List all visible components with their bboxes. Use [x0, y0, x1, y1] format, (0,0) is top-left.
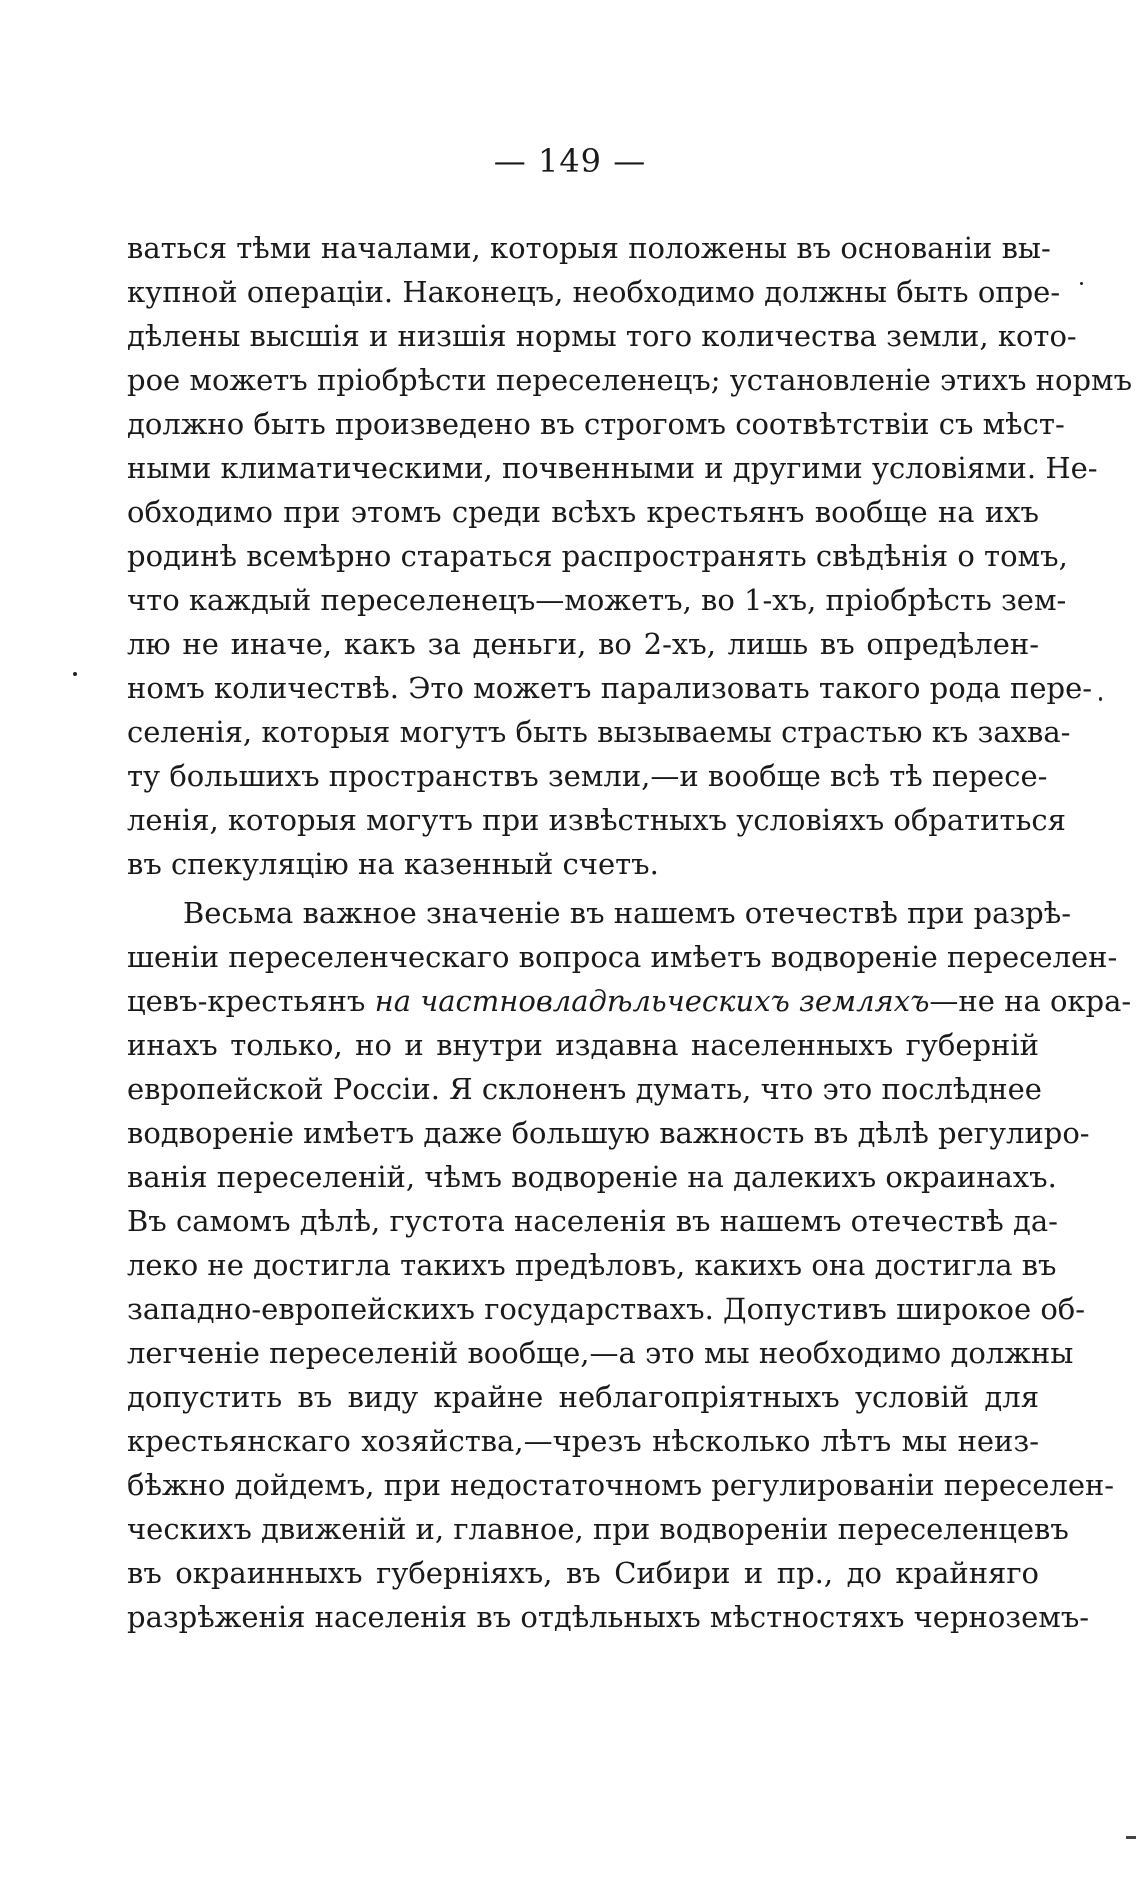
scan-edge-mark	[1126, 1836, 1136, 1839]
text-line: водвореніе имѣетъ даже большую важность въ дѣлѣ регулиро-	[127, 1116, 1090, 1150]
scan-speck	[1099, 697, 1102, 701]
text-span: —не на окра-	[929, 984, 1132, 1018]
text-line: въ окраинныхъ губерніяхъ, въ Сибири и пр., до крайняго	[127, 1556, 1039, 1590]
text-line: что каждый переселенецъ—можетъ, во 1-хъ, пріобрѣсть зем-	[127, 583, 1067, 617]
text-line: бѣжно дойдемъ, при недостаточномъ регулированіи переселен-	[127, 1468, 1115, 1502]
text-line: ленія, которыя могутъ при извѣстныхъ условіяхъ обратиться	[127, 803, 1066, 837]
scan-speck	[1080, 282, 1083, 285]
text-line: легченіе переселеній вообще,—а это мы необходимо должны	[127, 1336, 1074, 1370]
text-line: допустить въ виду крайне неблагопріятныхъ условій для	[127, 1380, 1039, 1414]
scan-speck	[73, 672, 77, 676]
text-line: леко не достигла такихъ предѣловъ, какихъ она достигла въ	[127, 1248, 1057, 1282]
text-line: крестьянскаго хозяйства,—чрезъ нѣсколько лѣтъ мы неиз-	[127, 1424, 1039, 1458]
text-line: Въ самомъ дѣлѣ, густота населенія въ нашемъ отечествѣ да-	[127, 1204, 1058, 1238]
text-line: шеніи переселенческаго вопроса имѣетъ водвореніе переселен-	[127, 940, 1118, 974]
text-line: ваться тѣми началами, которыя положены въ основаніи вы-	[127, 231, 1051, 265]
text-line: номъ количествѣ. Это можетъ парализовать такого рода пере-	[127, 671, 1093, 705]
text-line: ванія переселеній, чѣмъ водвореніе на далекихъ окраинахъ.	[127, 1160, 1057, 1194]
text-line: ту большихъ пространствъ земли,—и вообще всѣ тѣ пересе-	[127, 759, 1048, 793]
text-line: родинѣ всемѣрно стараться распространять свѣдѣнія о томъ,	[127, 539, 1068, 573]
text-line: рое можетъ пріобрѣсти переселенецъ; установленіе этихъ нормъ	[127, 363, 1133, 397]
text-line: обходимо при этомъ среди всѣхъ крестьянъ вообще на ихъ	[127, 495, 1039, 529]
text-line: должно быть произведено въ строгомъ соотвѣтствіи съ мѣст-	[127, 407, 1065, 441]
text-span: цевъ-крестьянъ	[127, 984, 375, 1018]
text-line: западно-европейскихъ государствахъ. Допустивъ широкое об-	[127, 1292, 1086, 1326]
text-line: инахъ только, но и внутри издавна населенныхъ губерній	[127, 1028, 1039, 1062]
text-line: ческихъ движеній и, главное, при водвореніи переселенцевъ	[127, 1512, 1069, 1546]
text-line-with-emphasis	[127, 979, 1132, 1023]
text-line: селенія, которыя могутъ быть вызываемы страстью къ захва-	[127, 715, 1071, 749]
text-line: дѣлены высшія и низшія нормы того количества земли, кото-	[127, 319, 1077, 353]
italic-emphasis: на частновладѣльческихъ земляхъ	[374, 984, 930, 1018]
text-line: ными климатическими, почвенными и другими условіями. Не-	[127, 451, 1098, 485]
text-line: Весьма важное значеніе въ нашемъ отечествѣ при разрѣ-	[183, 896, 1072, 930]
page-number: — 149 —	[493, 142, 647, 180]
text-line: въ спекуляцію на казенный счетъ.	[127, 847, 659, 881]
text-line: европейской Россіи. Я склоненъ думать, что это послѣднее	[127, 1072, 1042, 1106]
text-line: лю не иначе, какъ за деньги, во 2-хъ, лишь въ опредѣлен-	[127, 627, 1039, 661]
text-line: разрѣженія населенія въ отдѣльныхъ мѣстностяхъ черноземъ-	[127, 1600, 1090, 1634]
text-line: купной операціи. Наконецъ, необходимо должны быть опре-	[127, 275, 1061, 309]
